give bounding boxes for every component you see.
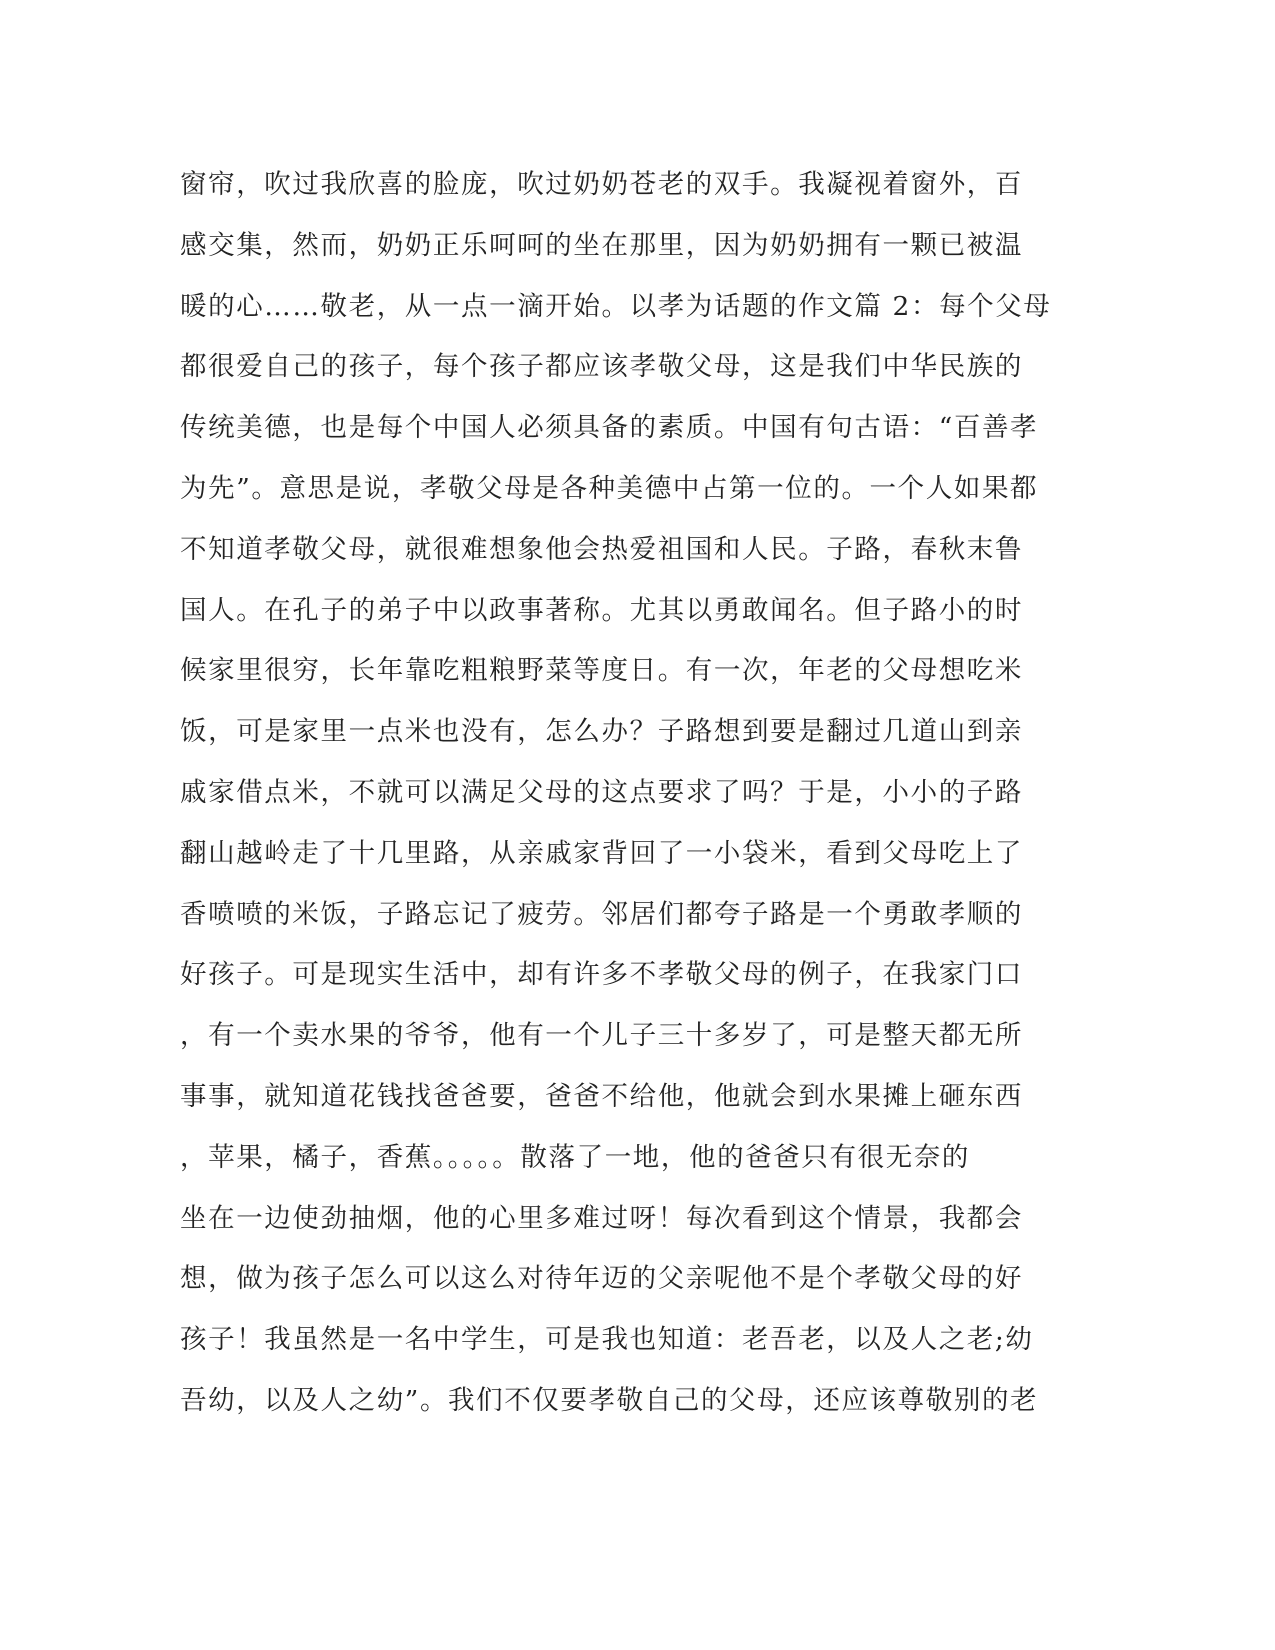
text-line: 不知道孝敬父母，就很难想象他会热爱祖国和人民。子路，春秋末鲁 bbox=[180, 533, 1023, 565]
body-text bbox=[180, 155, 1060, 1432]
text-line: 吾幼，以及人之幼”。我们不仅要孝敬自己的父母，还应该尊敬别的老 bbox=[180, 1384, 1039, 1416]
text-line: 戚家借点米，不就可以满足父母的这点要求了吗？于是，小小的子路 bbox=[180, 776, 1023, 808]
text-line: ，苹果，橘子，香蕉。。。。。散落了一地，他的爸爸只有很无奈的 bbox=[180, 1141, 970, 1173]
text-line: 想，做为孩子怎么可以这么对待年迈的父亲呢他不是个孝敬父母的好 bbox=[180, 1263, 1023, 1295]
text-line: 事事，就知道花钱找爸爸要，爸爸不给他，他就会到水果摊上砸东西 bbox=[180, 1080, 1023, 1112]
text-line: ，有一个卖水果的爷爷，他有一个儿子三十多岁了，可是整天都无所 bbox=[180, 1020, 1023, 1052]
text-line: 国人。在孔子的弟子中以政事著称。尤其以勇敢闻名。但子路小的时 bbox=[180, 594, 1023, 626]
text-line: 好孩子。可是现实生活中，却有许多不孝敬父母的例子，在我家门口 bbox=[180, 959, 1023, 991]
text-line: 为先”。意思是说，孝敬父母是各种美德中占第一位的。一个人如果都 bbox=[180, 472, 1039, 504]
text-line: 坐在一边使劲抽烟，他的心里多难过呀！每次看到这个情景，我都会 bbox=[180, 1202, 1023, 1234]
text-line: 暖的心……敬老，从一点一滴开始。以孝为话题的作文篇 2：每个父母 bbox=[180, 290, 1052, 322]
text-line: 香喷喷的米饭，子路忘记了疲劳。邻居们都夸子路是一个勇敢孝顺的 bbox=[180, 898, 1023, 930]
text-line: 孩子！我虽然是一名中学生，可是我也知道：老吾老，以及人之老;幼 bbox=[180, 1324, 1034, 1356]
text-line: 候家里很穷，长年靠吃粗粮野菜等度日。有一次，年老的父母想吃米 bbox=[180, 655, 1023, 687]
text-line: 感交集，然而，奶奶正乐呵呵的坐在那里，因为奶奶拥有一颗已被温 bbox=[180, 229, 1023, 261]
text-line: 窗帘，吹过我欣喜的脸庞，吹过奶奶苍老的双手。我凝视着窗外，百 bbox=[180, 169, 1023, 200]
text-line: 翻山越岭走了十几里路，从亲戚家背回了一小袋米，看到父母吃上了 bbox=[180, 837, 1023, 869]
text-line: 饭，可是家里一点米也没有，怎么办？子路想到要是翻过几道山到亲 bbox=[180, 716, 1023, 748]
text-line: 都很爱自己的孩子，每个孩子都应该孝敬父母，这是我们中华民族的 bbox=[180, 351, 1023, 383]
text-line: 传统美德，也是每个中国人必须具备的素质。中国有句古语：“百善孝 bbox=[180, 412, 1039, 444]
